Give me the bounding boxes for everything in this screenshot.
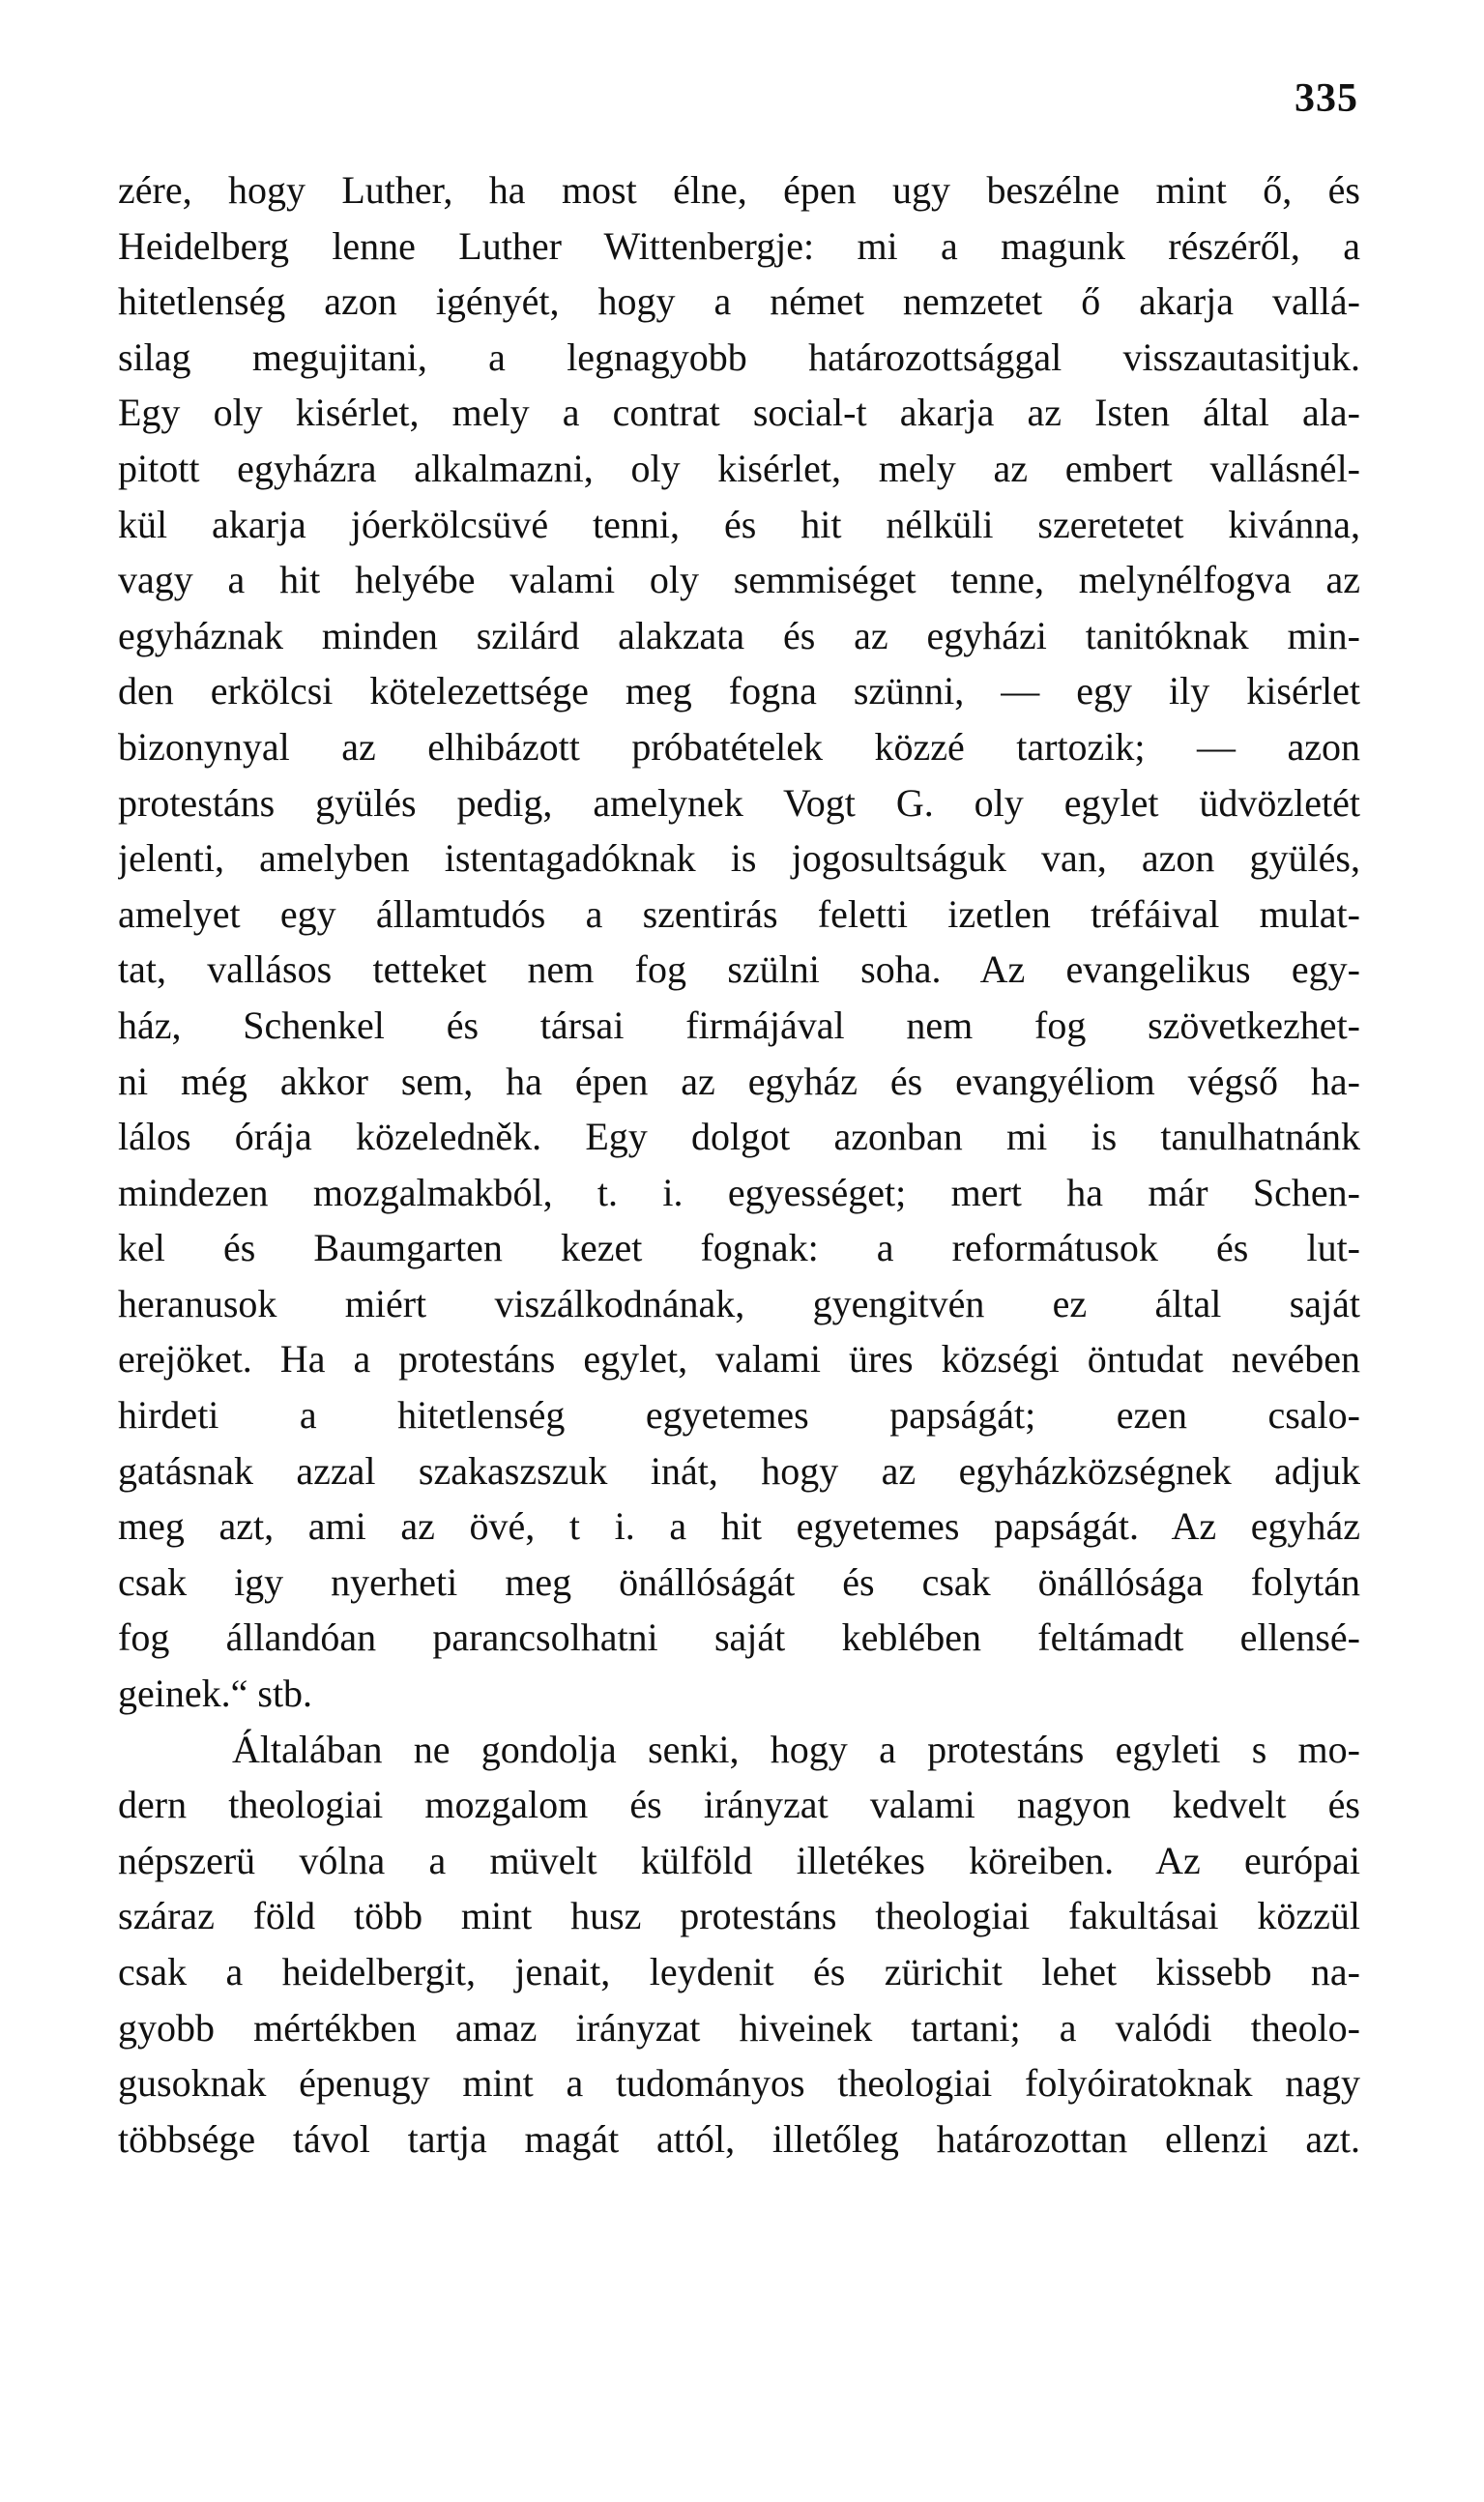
text-line: silag megujitani, a legnagyobb határozottsággal visszautasitjuk. xyxy=(118,335,1360,379)
text-line: dern theologiai mozgalom és irányzat valami nagyon kedvelt és xyxy=(118,1783,1360,1827)
text-line: kül akarja jóerkölcsüvé tenni, és hit nélküli szeretetet kivánna, xyxy=(118,502,1360,546)
text-line: csak a heidelbergit, jenait, leydenit és zürichit lehet kissebb na- xyxy=(118,1950,1360,1993)
text-line: pitott egyházra alkalmazni, oly kisérlet, mely az embert vallásnél- xyxy=(118,446,1360,490)
text-line: zére, hogy Luther, ha most élne, épen ugy beszélne mint ő, és xyxy=(118,168,1360,212)
text-line: csak igy nyerheti meg önállóságát és csak önállósága folytán xyxy=(118,1559,1360,1604)
text-line: fog állandóan parancsolhatni saját keblében feltámadt ellensé- xyxy=(118,1615,1360,1660)
text-line: Egy oly kisérlet, mely a contrat social-t akarja az Isten által ala- xyxy=(118,391,1360,435)
text-line: gusoknak épenugy mint a tudományos theologiai folyóiratoknak nagy xyxy=(118,2061,1360,2106)
text-line: meg azt, ami az övé, t i. a hit egyetemes papságát. Az egyház xyxy=(118,1504,1360,1549)
text-line: geinek.“ stb. xyxy=(118,1672,313,1716)
body-text xyxy=(118,162,1360,2167)
text-line: erejöket. Ha a protestáns egylet, valami üres községi öntudat nevében xyxy=(118,1337,1360,1382)
text-line: kel és Baumgarten kezet fognak: a reformátusok és lut- xyxy=(118,1226,1360,1270)
page-number: 335 xyxy=(1295,76,1358,121)
text-line: den erkölcsi kötelezettsége meg fogna szünni, — egy ily kisérlet xyxy=(118,669,1360,713)
text-line: tat, vallásos tetteket nem fog szülni soha. Az evangelikus egy- xyxy=(118,947,1360,992)
text-line: többsége távol tartja magát attól, illetőleg határozottan ellenzi azt. xyxy=(118,2116,1360,2161)
text-line: ni még akkor sem, ha épen az egyház és evangyéliom végső ha- xyxy=(118,1059,1360,1103)
text-line: heranusok miért viszálkodnának, gyengitvén ez által saját xyxy=(118,1281,1360,1325)
text-line: jelenti, amelyben istentagadóknak is jogosultságuk van, azon gyülés, xyxy=(118,836,1360,881)
text-line: protestáns gyülés pedig, amelynek Vogt G. oly egylet üdvözletét xyxy=(118,780,1360,825)
text-line: ház, Schenkel és társai firmájával nem fog szövetkezhet- xyxy=(118,1003,1360,1047)
text-line: gatásnak azzal szakaszszuk inát, hogy az egyházközségnek adjuk xyxy=(118,1448,1360,1493)
paragraph-start-line: Általában ne gondolja senki, hogy a protestáns egyleti s mo- xyxy=(232,1727,1360,1771)
text-line: száraz föld több mint husz protestáns theologiai fakultásai közzül xyxy=(118,1894,1360,1938)
text-line: hirdeti a hitetlenség egyetemes papságát; ezen csalo- xyxy=(118,1393,1360,1438)
text-line: mindezen mozgalmakból, t. i. egyességet; mert ha már Schen- xyxy=(118,1170,1360,1214)
text-line: lálos órája közeledněk. Egy dolgot azonban mi is tanulhatnánk xyxy=(118,1115,1360,1159)
text-line: népszerü vólna a müvelt külföld illetékes köreiben. Az európai xyxy=(118,1838,1360,1882)
text-line: bizonynyal az elhibázott próbatételek közzé tartozik; — azon xyxy=(118,724,1360,769)
text-line: vagy a hit helyébe valami oly semmiséget tenne, melynélfogva az xyxy=(118,558,1360,602)
text-line: gyobb mértékben amaz irányzat hiveinek tartani; a valódi theolo- xyxy=(118,2005,1360,2050)
text-line: Heidelberg lenne Luther Wittenbergje: mi a magunk részéről, a xyxy=(118,223,1360,268)
text-line: hitetlenség azon igényét, hogy a német nemzetet ő akarja vallá- xyxy=(118,279,1360,324)
text-line: egyháznak minden szilárd alakzata és az egyházi tanitóknak min- xyxy=(118,613,1360,657)
text-line: amelyet egy államtudós a szentirás feletti izetlen tréfáival mulat- xyxy=(118,891,1360,936)
